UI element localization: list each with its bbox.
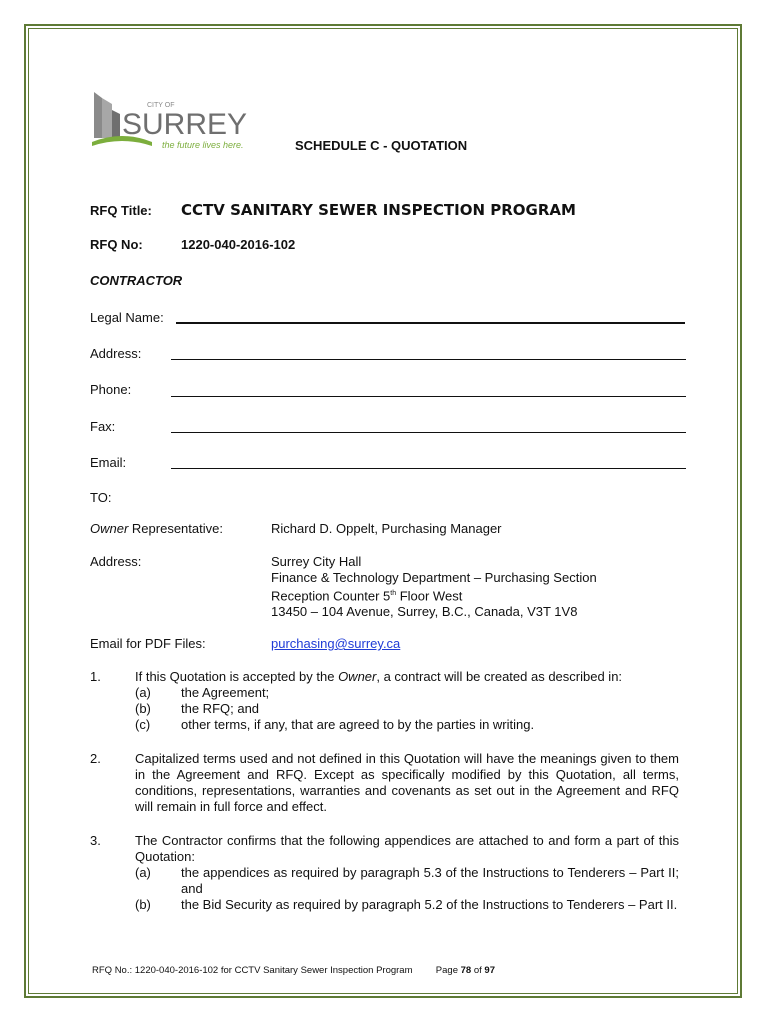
page-footer [92,965,495,976]
rfq-title-value: CCTV SANITARY SEWER INSPECTION PROGRAM [181,201,576,219]
phone-label: Phone: [90,382,132,397]
address-line-1: Surrey City Hall [271,554,362,569]
logo-name: SURREY [122,108,248,141]
address-label: Address: [90,346,142,361]
item-1-number: 1. [90,669,101,684]
footer-rfq-text: RFQ No.: 1220-040-2016-102 for CCTV Sanitary Sewer Inspection Program [92,965,413,976]
surrey-logo [92,92,252,154]
email-field[interactable] [171,468,686,469]
owner-representative-label [90,521,223,536]
to-address-label: Address: [90,554,142,569]
address-field[interactable] [171,359,686,360]
legal-name-field[interactable] [176,322,685,324]
legal-name-label: Legal Name: [90,310,164,325]
purchasing-email-link[interactable]: purchasing@surrey.ca [271,636,401,651]
item-3-sublist [135,865,679,913]
rfq-title-label: RFQ Title: [90,203,152,218]
owner-word: Owner [90,521,129,536]
logo-small-text: CITY OF [147,102,175,109]
document-title: SCHEDULE C - QUOTATION [295,138,468,153]
item-3-number: 3. [90,833,101,848]
email-label: Email: [90,455,127,470]
rfq-no-value: 1220-040-2016-102 [181,237,296,252]
list-item: (a) the appendices as required by paragraph 5.3 of the Instructions to Tenderers – Part II; and [135,865,679,896]
item-1-sublist [135,685,534,733]
logo-tagline: the future lives here. [162,140,244,150]
rfq-no-label: RFQ No: [90,237,143,252]
phone-field[interactable] [171,396,686,397]
to-address-block [271,554,597,620]
contractor-heading: CONTRACTOR [90,273,183,288]
to-label: TO: [90,490,112,505]
list-item: (b) the Bid Security as required by paragraph 5.2 of the Instructions to Tenderers – Part II. [135,897,678,912]
owner-representative-value: Richard D. Oppelt, Purchasing Manager [271,521,502,536]
list-item: (b) the RFQ; and [135,701,260,716]
address-line-2: Finance & Technology Department – Purchasing Section [271,570,597,585]
item-2-number: 2. [90,751,101,766]
list-item: (c) other terms, if any, that are agreed to by the parties in writing. [135,717,535,732]
item-2-text: Capitalized terms used and not defined in this Quotation will have the meanings given to them in the Agreement and RFQ. Except as specifically modified by this Quotation, all terms, conditions, representations, warranties and covenants as set out in the Agreement and RFQ will remain in full force and effect. [135,751,679,814]
representative-word: Representative: [128,521,223,536]
item-1-text: If this Quotation is accepted by the Owner, a contract will be created as described in: [135,669,623,684]
address-line-4: 13450 – 104 Avenue, Surrey, B.C., Canada, V3T 1V8 [271,604,578,620]
item-3-text: The Contractor confirms that the following appendices are attached to and form a part of this Quotation: [135,833,679,864]
email-pdf-label: Email for PDF Files: [90,636,206,651]
fax-field[interactable] [171,432,686,433]
list-item: (a) the Agreement; [135,685,270,700]
fax-label: Fax: [90,419,116,434]
address-line-3: Reception Counter 5th Floor West [271,588,463,604]
page-number: Page 78 of 97 [435,965,495,976]
surrey-logo-icon [92,92,252,154]
